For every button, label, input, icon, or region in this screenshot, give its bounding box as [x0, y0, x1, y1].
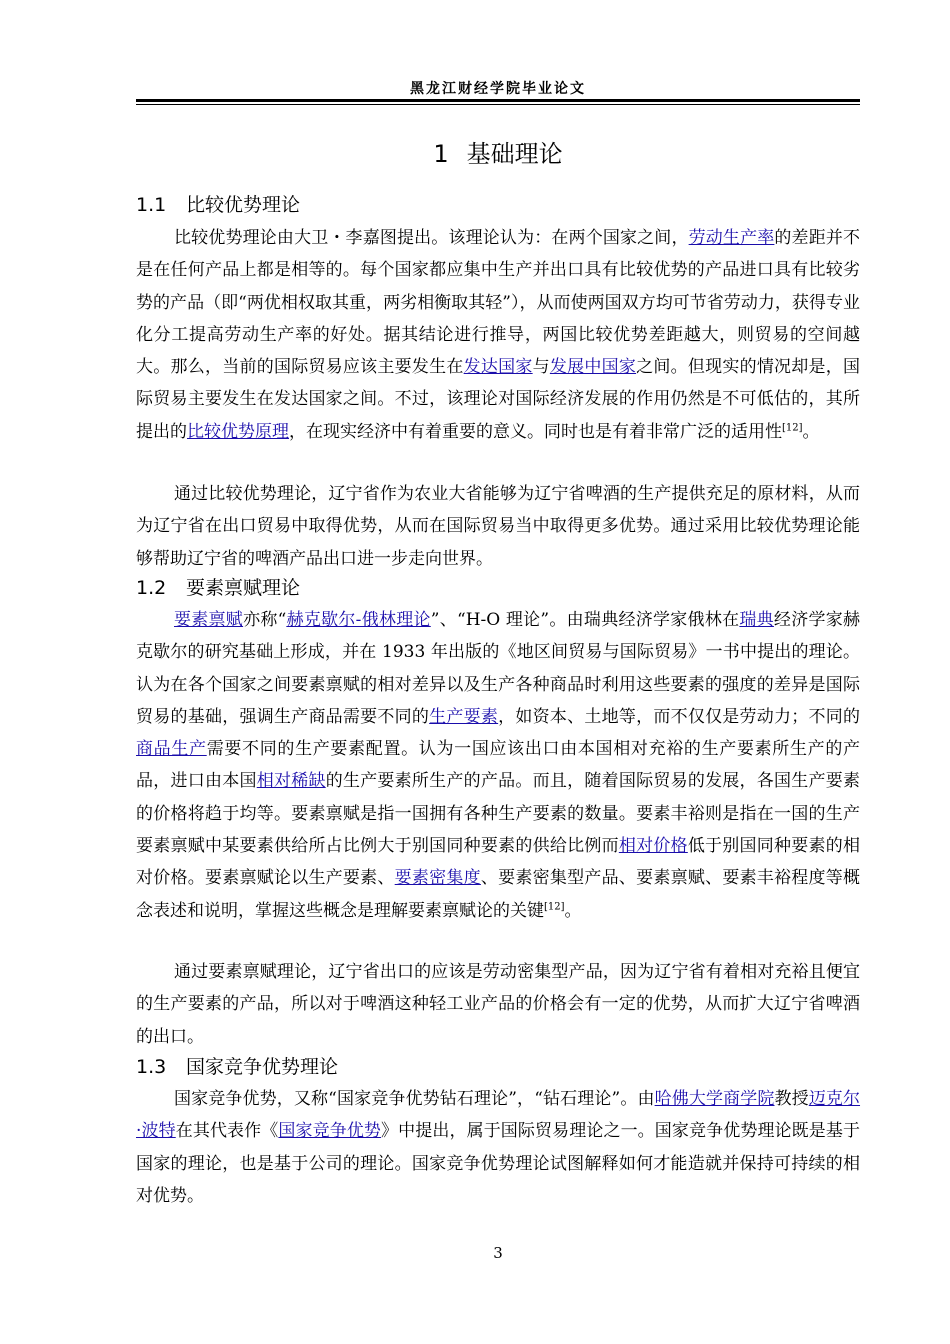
section-number: 1.1: [136, 194, 167, 216]
link-labor-productivity[interactable]: 劳动生产率: [688, 228, 775, 248]
link-developed-countries[interactable]: 发达国家: [463, 357, 533, 378]
citation: [12]: [544, 901, 565, 913]
section-title: 要素禀赋理论: [186, 577, 301, 599]
text-run: 低于别国同种要素的相对价格。要素禀赋论以生产要素、: [136, 836, 861, 889]
chapter-number: 1: [433, 140, 449, 168]
link-developing-countries[interactable]: 发展中国家: [549, 357, 637, 378]
chapter-heading: 基础理论: [466, 140, 563, 168]
text-run: 比较优势理论由大卫・李嘉图提出。该理论认为：在两个国家之间，: [174, 228, 689, 248]
link-sweden[interactable]: 瑞典: [739, 610, 774, 630]
section-title: 国家竞争优势理论: [186, 1056, 339, 1078]
text-run: 。: [564, 900, 582, 921]
link-relative-price[interactable]: 相对价格: [618, 836, 688, 857]
citation: [12]: [782, 422, 803, 434]
running-header: 黑龙江财经学院毕业论文: [410, 81, 586, 97]
text-run: 》中提出，属于国际贸易理论之一。国家竞争优势理论既是基于国家的理论，也是基于公司的理论。国家竞争优势理论试图解释如何才能造就并保持可持续的相对优势。: [136, 1121, 860, 1206]
link-comparative-advantage-principle[interactable]: 比较优势原理: [187, 421, 289, 442]
link-factor-intensity[interactable]: 要素密集度: [394, 868, 481, 889]
text-run: 经济学家赫克歇尔的研究基础上形成，并在 1933 年出版的《地区间贸易与国际贸易》一书中提出的理论。认为在各个国家之间要素禀赋的相对差异以及生产各种商品时利用这些要素的强度的差异是国际贸易的基础，强调生产商品需要不同的: [136, 610, 861, 727]
link-commodity-production[interactable]: 商品生产: [136, 739, 207, 760]
link-relative-scarcity[interactable]: 相对稀缺: [256, 771, 326, 792]
section-heading-1-1: [136, 190, 300, 217]
text-run: 的差距并不是在任何产品上都是相等的。每个国家都应集中生产并出口具有比较优势的产品进口具有比较劣势的产品（即“两优相权取其重，两劣相衡取其轻”），从而使两国双方均可节省劳动力，获得专业化分工提高劳动生产率的好处。据其结论进行推导，两国比较优势差距越大，则贸易的空间越大。那么，当前的国际贸易应该主要发生在: [136, 228, 861, 378]
section-number: 1.3: [136, 1056, 167, 1078]
page-number: 3: [493, 1244, 503, 1262]
paragraph-national-competitive-advantage: [136, 1083, 860, 1212]
link-factor-endowment[interactable]: 要素禀赋: [174, 610, 244, 630]
text-run: 之间。但现实的情况却是，国际贸易主要发生在发达国家之间。不过，该理论对国际经济发展的作用仍然是不可低估的，其所提出的: [136, 357, 861, 442]
text-run: 教授: [774, 1089, 809, 1109]
paragraph-liaoning-factor: 通过要素禀赋理论，辽宁省出口的应该是劳动密集型产品，因为辽宁省有着相对充裕且便宜的生产要素的产品，所以对于啤酒这种轻工业产品的价格会有一定的优势，从而扩大辽宁省啤酒的出口。: [136, 962, 860, 1047]
link-michael-porter[interactable]: 迈克尔·波特: [136, 1089, 861, 1142]
text-run: 亦称“: [243, 610, 287, 630]
link-heckscher-ohlin[interactable]: 赫克歇尔-俄林理论: [286, 610, 431, 630]
text-run: 、要素密集型产品、要素禀赋、要素丰裕程度等概念表述和说明，掌握这些概念是理解要素禀赋论的关键: [136, 868, 861, 921]
chapter-title: [136, 134, 860, 169]
paragraph-comparative-advantage: [136, 222, 860, 448]
text-run: 与: [532, 357, 550, 378]
text-run: 国家竞争优势，又称“国家竞争优势钻石理论”，“钻石理论”。由: [174, 1089, 655, 1109]
text-run: 在其代表作《: [175, 1121, 279, 1142]
section-heading-1-3: [136, 1052, 338, 1079]
text-run: ，如资本、土地等，而不仅仅是劳动力；不同的: [498, 706, 861, 727]
section-heading-1-2: [136, 573, 300, 600]
link-competitive-advantage-of-nations[interactable]: 国家竞争优势: [278, 1121, 382, 1142]
paragraph-liaoning-comparative: 通过比较优势理论，辽宁省作为农业大省能够为辽宁省啤酒的生产提供充足的原材料，从而为辽宁省在出口贸易中取得优势，从而在国际贸易当中取得更多优势。通过采用比较优势理论能够帮助辽宁省的啤酒产品出口进一步走向世界。: [136, 484, 860, 569]
text-run: 。: [802, 421, 820, 442]
header-rule-thin: [136, 104, 860, 105]
section-number: 1.2: [136, 577, 167, 599]
text-run: ”、“H-O 理论”。由瑞典经济学家俄林在: [430, 610, 740, 630]
paragraph-factor-endowment: [136, 604, 860, 927]
link-harvard-business-school[interactable]: 哈佛大学商学院: [654, 1089, 775, 1109]
link-production-factors[interactable]: 生产要素: [429, 706, 499, 727]
text-run: ，在现实经济中有着重要的意义。同时也是有着非常广泛的适用性: [289, 421, 782, 442]
text-run: 的生产要素所生产的产品。而且，随着国际贸易的发展，各国生产要素的价格将趋于均等。要素禀赋是指一国拥有各种生产要素的数量。要素丰裕则是指在一国的生产要素禀赋中某要素供给所占比例大于别国同种要素的供给比例而: [136, 771, 861, 857]
text-run: 需要不同的生产要素配置。认为一国应该出口由本国相对充裕的生产要素所生产的产品，进口由本国: [136, 739, 861, 792]
header-rule-thick: [136, 99, 860, 102]
section-title: 比较优势理论: [186, 194, 301, 216]
